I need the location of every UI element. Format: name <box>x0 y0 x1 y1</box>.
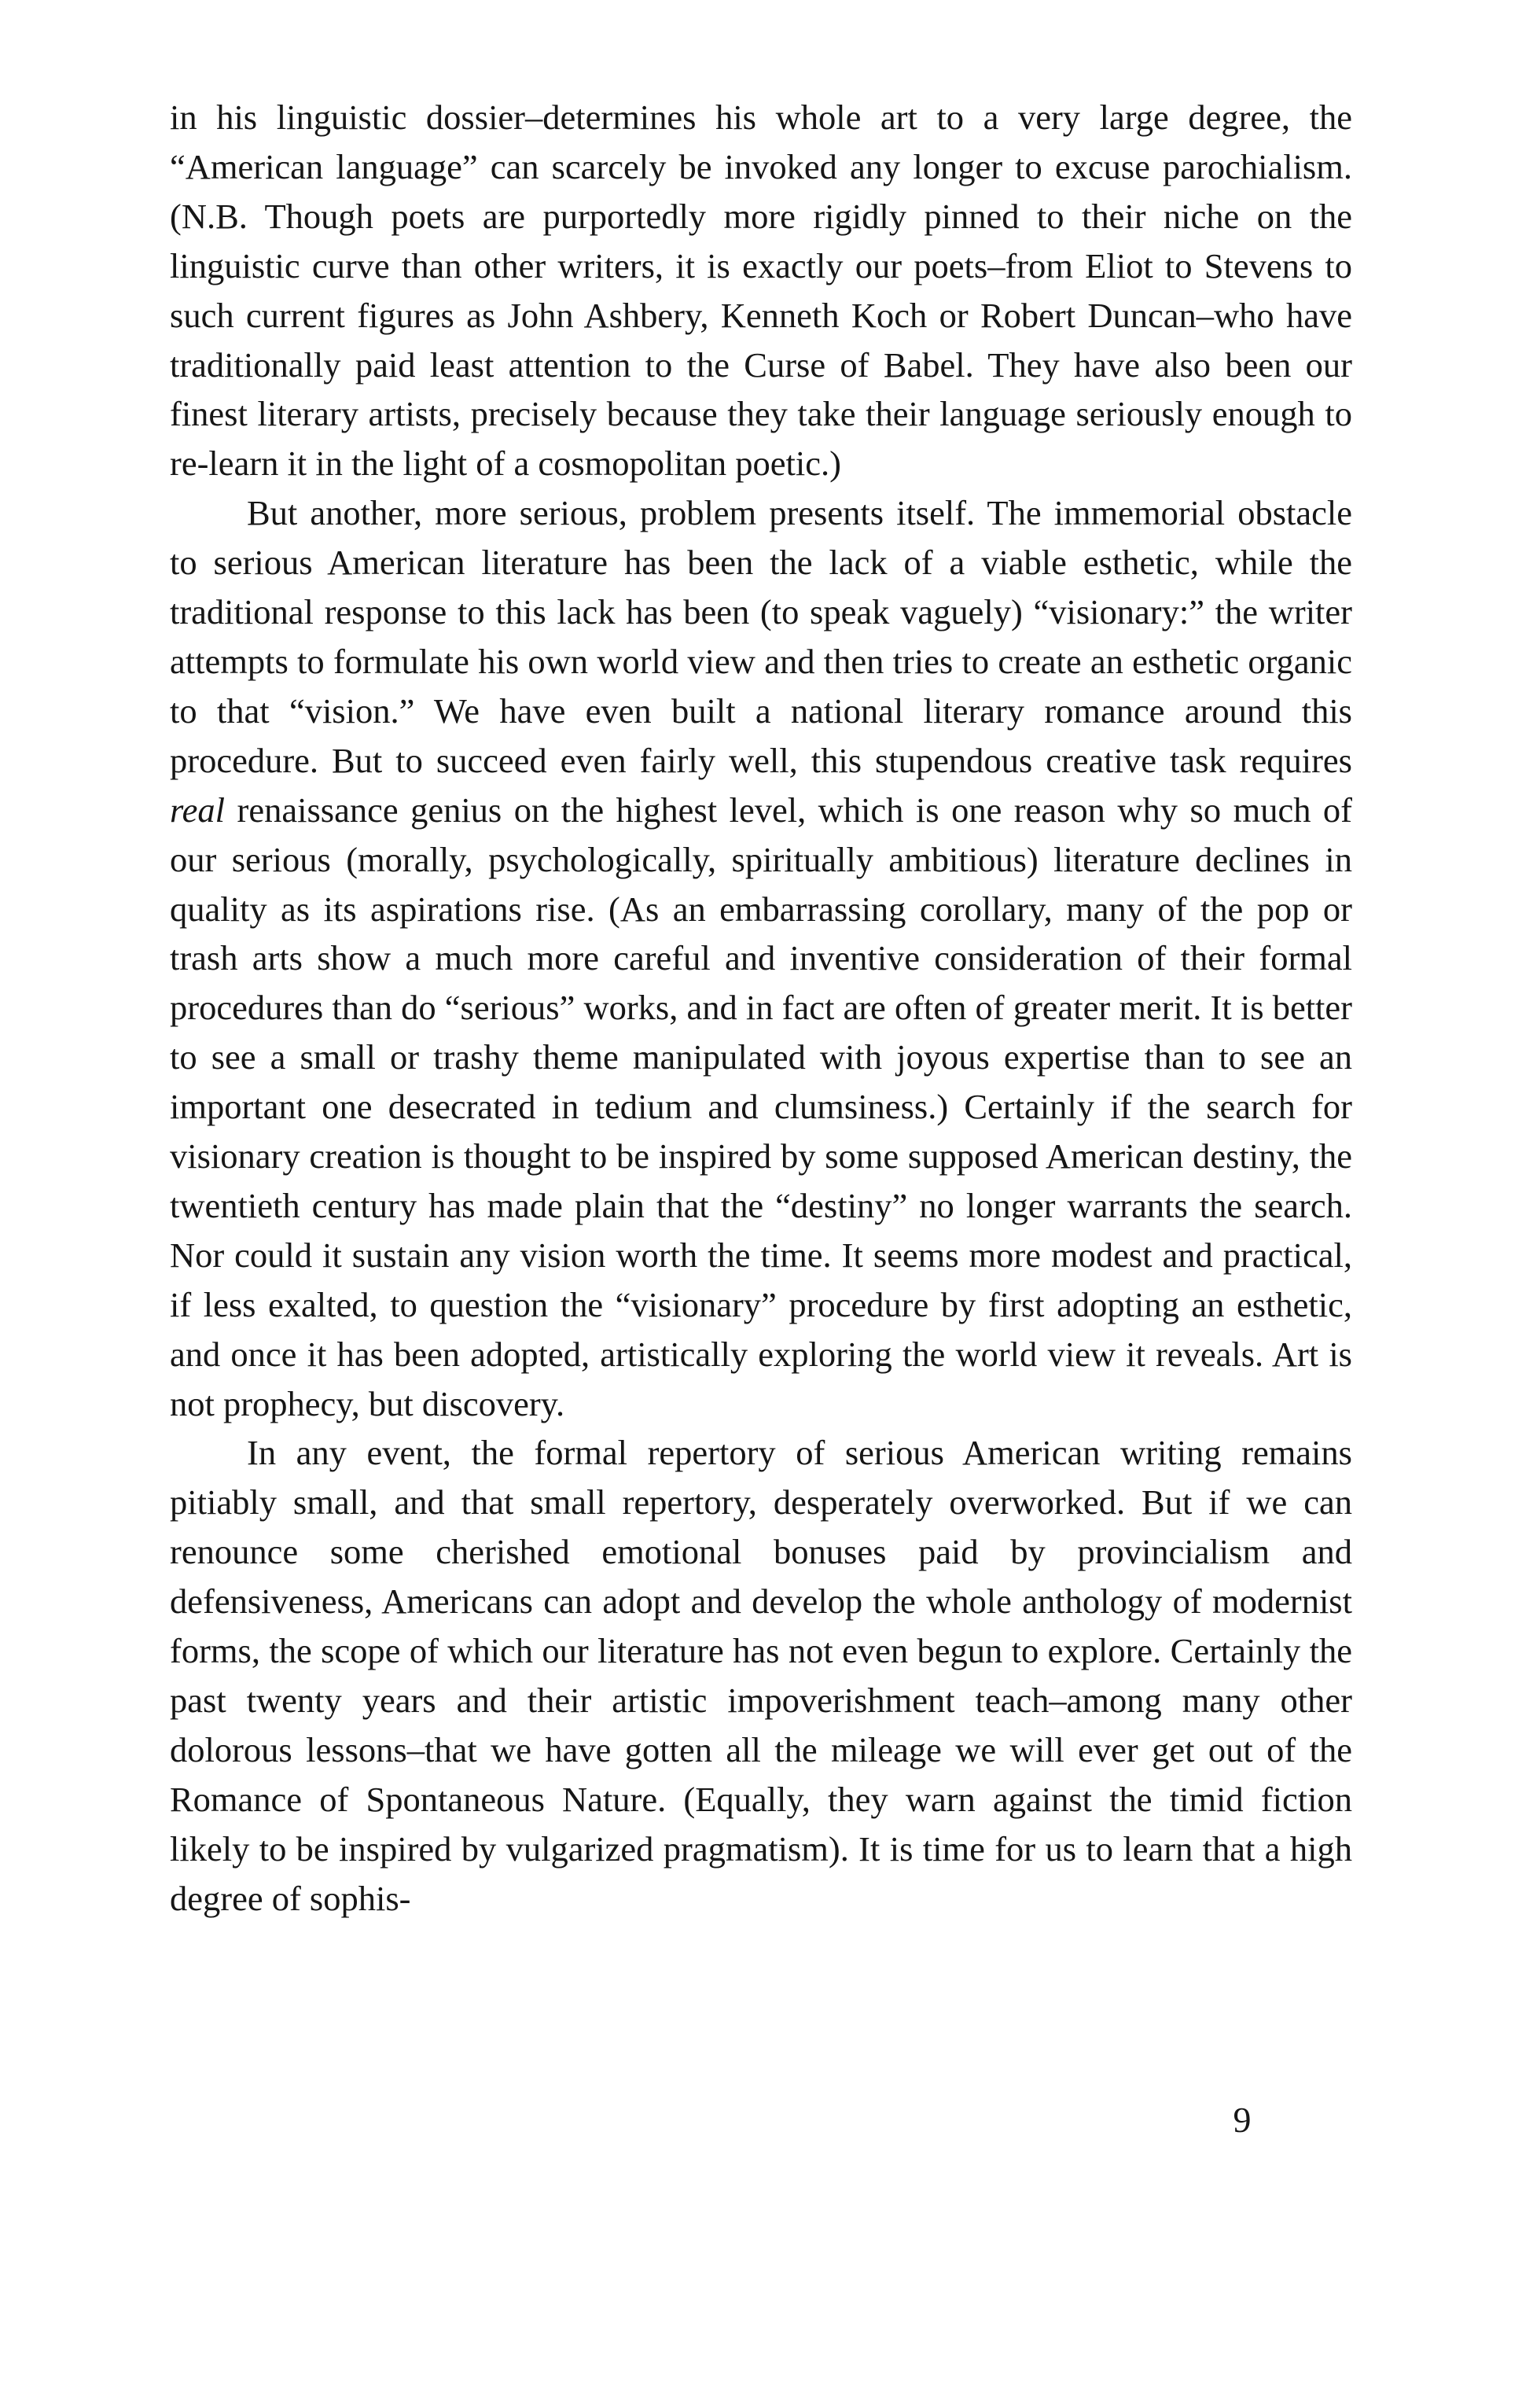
paragraph-2 <box>170 488 1352 1428</box>
paragraph-1 <box>170 93 1352 488</box>
paragraph-1-text: in his linguistic dossier–determines his whole art to a very large degree, the “American language” can scarcely be invoked any longer to excuse parochialism. (N.B. Though poets are purportedly more rigidly pinned to their niche on the linguistic curve than other writers, it is exactly our poets–from Eliot to Stevens to such current figures as John Ashbery, Kenneth Koch or Robert Duncan–who have traditionally paid least attention to the Curse of Babel. They have also been our finest literary artists, precisely because they take their language seriously enough to re-learn it in the light of a cosmopolitan poetic.) <box>170 98 1352 484</box>
page-number: 9 <box>1233 2100 1252 2140</box>
paragraph-3 <box>170 1428 1352 1923</box>
body-text <box>170 93 1352 1924</box>
paragraph-2-emphasis: real <box>170 790 226 830</box>
paragraph-2-text-start: But another, more serious, problem presents itself. The immemorial obstacle to serious American literature has been the lack of a viable esthetic, while the traditional response to this lack has been (to speak vaguely) “visionary:” the writer attempts to formulate his own world view and then tries to create an esthetic organic to that “vision.” We have even built a national literary romance around this procedure. But to succeed even fairly well, this stupendous creative task requires <box>170 493 1352 780</box>
paragraph-3-text: In any event, the formal repertory of serious American writing remains pitiably small, and that small repertory, desperately overworked. But if we can renounce some cherished emotional bonuses paid by provincialism and defensiveness, Americans can adopt and develop the whole anthology of modernist forms, the scope of which our literature has not even begun to explore. Certainly the past twenty years and their artistic impoverishment teach–among many other dolorous lessons–that we have gotten all the mileage we will ever get out of the Romance of Spontaneous Nature. (Equally, they warn against the timid fiction likely to be inspired by vulgarized pragmatism). It is time for us to learn that a high degree of sophis- <box>170 1433 1352 1918</box>
paragraph-2-text-end: renaissance genius on the highest level, which is one reason why so much of our serious (morally, psychologically, spiritually ambitious) literature declines in quality as its aspirations rise. (As an embarrassing corollary, many of the pop or trash arts show a much more careful and inventive consideration of their formal procedures than do “serious” works, and in fact are often of greater merit. It is better to see a small or trashy theme manipulated with joyous expertise than to see an important one desecrated in tedium and clumsiness.) Certainly if the search for visionary creation is thought to be inspired by some supposed American destiny, the twentieth century has made plain that the “destiny” no longer warrants the search. Nor could it sustain any vision worth the time. It seems more modest and practical, if less exalted, to question the “visionary” procedure by first adopting an esthetic, and once it has been adopted, artistically exploring the world view it reveals. Art is not prophecy, but discovery. <box>170 790 1352 1423</box>
